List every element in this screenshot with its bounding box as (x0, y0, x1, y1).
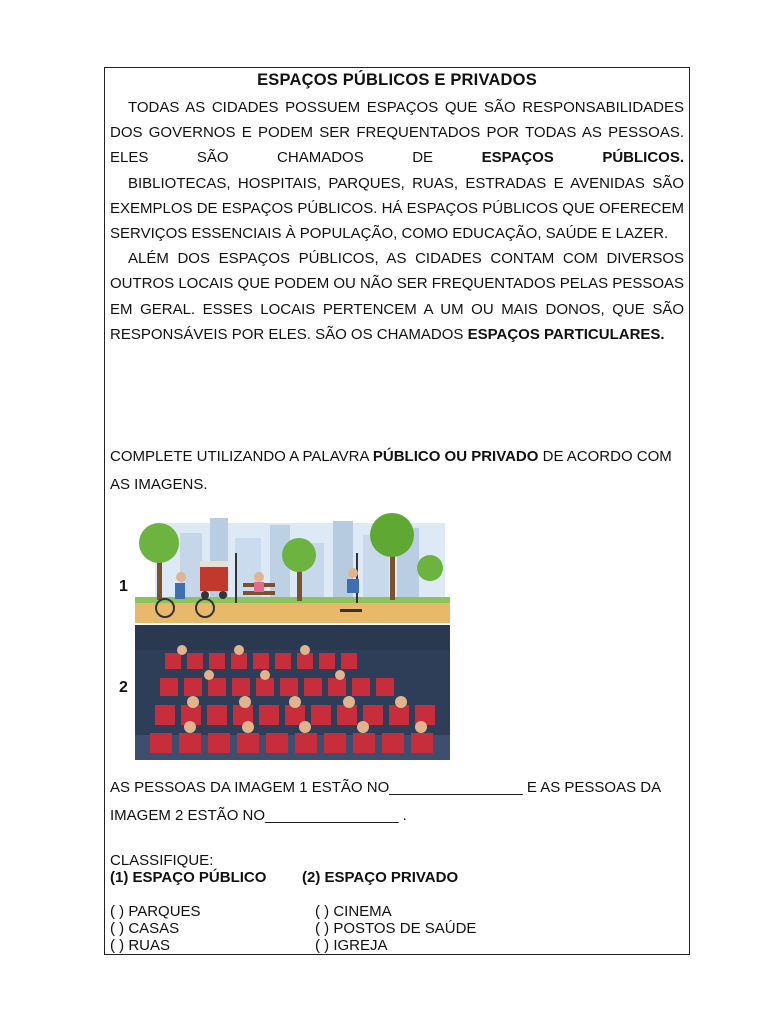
fill-in-line-1: AS PESSOAS DA IMAGEM 1 ESTÃO NO________________ E AS PESSOAS DA (110, 779, 662, 796)
paragraph-1-text: TODAS AS CIDADES POSSUEM ESPAÇOS QUE SÃO RESPONSABILIDADES DOS GOVERNOS E PODEM SER FREQUENTADOS POR TODAS AS PESSOAS. ELES SÃO CHAMADOS DE (110, 99, 684, 167)
classify-item: ( ) IGREJA (315, 937, 388, 954)
paragraph-3 (110, 246, 684, 347)
classify-heading: CLASSIFIQUE: (110, 852, 214, 869)
paragraph-3-text: ALÉM DOS ESPAÇOS PÚBLICOS, AS CIDADES CONTAM COM DIVERSOS OUTROS LOCAIS QUE PODEM OU NÃO SER FREQUENTADOS PELAS PESSOAS EM GERAL. ESSES LOCAIS PERTENCEM A UM OU MAIS DONOS, QUE SÃO RESPONSÁVEIS POR ELES. SÃO OS CHAMADOS (110, 250, 685, 343)
paragraph-3-bold: ESPAÇOS PARTICULARES. (467, 325, 665, 343)
instruction (110, 443, 684, 499)
illustrations (135, 513, 465, 763)
paragraph-1 (110, 95, 684, 171)
image-1-label: 1 (119, 578, 128, 595)
classify-legend (110, 869, 670, 886)
instruction-text-end: DE ACORDO COM AS IMAGENS. (110, 448, 672, 493)
paragraph-2 (110, 171, 684, 247)
classify-item: ( ) PARQUES (110, 903, 201, 920)
image-2-label: 2 (119, 679, 128, 696)
option-private: (2) ESPAÇO PRIVADO (302, 869, 459, 886)
classify-item: ( ) CASAS (110, 920, 180, 937)
worksheet-frame (104, 67, 690, 955)
paragraph-2-text: BIBLIOTECAS, HOSPITAIS, PARQUES, RUAS, ESTRADAS E AVENIDAS SÃO EXEMPLOS DE ESPAÇOS PÚBLICOS. HÁ ESPAÇOS PÚBLICOS QUE OFERECEM SERVIÇOS ESSENCIAIS À POPULAÇÃO, COMO EDUCAÇÃO, SAÚDE E LAZER. (110, 174, 684, 243)
cinema-illustration (135, 625, 450, 760)
fill-in-line-2: IMAGEM 2 ESTÃO NO________________ . (110, 807, 407, 824)
intro-text (110, 95, 684, 347)
paragraph-1-bold: ESPAÇOS PÚBLICOS. (481, 149, 684, 167)
classify-item: ( ) POSTOS DE SAÚDE (315, 920, 477, 937)
park-illustration (135, 513, 450, 623)
instruction-bold: PÚBLICO OU PRIVADO (372, 448, 539, 465)
classify-item: ( ) CINEMA (315, 903, 392, 920)
page-title: ESPAÇOS PÚBLICOS E PRIVADOS (257, 71, 537, 89)
classify-exercise (110, 852, 670, 954)
option-public: (1) ESPAÇO PÚBLICO (110, 869, 267, 886)
classify-item: ( ) RUAS (110, 937, 170, 954)
classify-items (110, 903, 670, 954)
fill-in-exercise (110, 774, 684, 830)
instruction-text: COMPLETE UTILIZANDO A PALAVRA (110, 448, 373, 465)
